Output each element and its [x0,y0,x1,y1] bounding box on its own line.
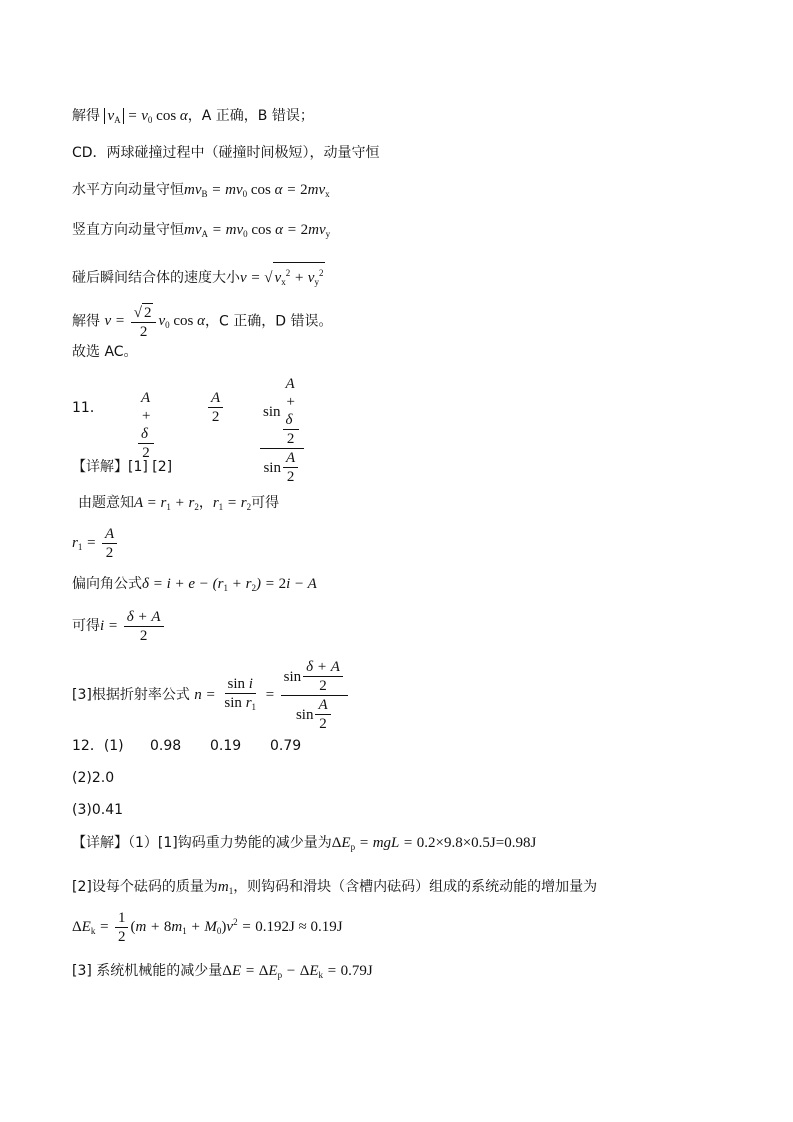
formula-a-sum: $A = r_1 + r_2$ [134,495,199,512]
solution-line-5: 碰后瞬间结合体的速度大小v = √ $v_x^2 + v_y^2$ [72,262,325,292]
answer-12-3: 0.79 [270,738,302,754]
formula-va: $v_A = v_0$ cos α [104,108,187,124]
formula-i: i = $\frac{\delta + A}{2}$ [100,618,166,634]
formula-r-equal: $r_1 = r_2$ [212,495,252,512]
solution-line-13: [2]设每个砝码的质量为$m_1$，则钩码和滑块（含槽内砝码）组成的系统动能的增加量为 [72,879,598,896]
solution-line-3: 水平方向动量守恒$mv_B = mv_0$ $\cos \alpha = 2mv_x$ [72,182,330,199]
solution-line-6: 解得 v = $\frac{√ 2}{2}$ $v_0$ cos α，C 正确，D 错误。 [72,305,333,340]
solution-line-10: 可得i = $\frac{\delta + A}{2}$ [72,608,166,645]
answer-12-2: 0.19 [210,738,242,754]
solution-line-7: 故选 AC。 [72,344,138,360]
question-12-part-2: (2)2.0 [72,770,115,786]
solution-line-kinetic [72,909,343,946]
solution-line-11: [3]根据折射率公式 n = $\frac{\text{sin i}}{\sin r_1}$ = sin $\frac{\delta + A}{2}$ sin $\frac{A}{2}$ [72,658,350,733]
formula-r1: $r_1$ = $\frac{A}{2}$ [72,535,119,551]
answer-11-1: $\frac{A + \delta}{2}$ [138,389,154,462]
question-12-part-3: (3)0.41 [72,802,124,818]
formula-refractive-index: n = $\frac{\text{sin i}}{\sin r_1}$ = sin $\frac{\delta + A}{2}$ sin $\frac{A}{2}$ [194,687,350,703]
formula-deviation: $\delta = i + e - (r_1 + r_2) = 2i - A$ [142,576,317,593]
solution-line-2: CD．两球碰撞过程中（碰撞时间极短），动量守恒 [72,145,380,161]
answer-11-3: sin $\frac{A + \delta}{2}$ sin $\frac{A}{2}$ [260,375,304,486]
solution-line-12: 【详解】（1）[1]钩码重力势能的减少量为$\Delta E_p$ = mgL = 0.2×9.8×0.5J=0.98J [72,835,537,852]
solution-line-1: 解得 $v_A = v_0$ cos α，A 正确，B 错误； [72,108,314,125]
answer-12-1: 0.98 [150,738,182,754]
formula-vertical-momentum: $mv_A = mv_0$ $\cos \alpha = 2mv_y$ [184,222,331,239]
question-12-line: 12．(1) 0.98 0.19 0.79 [72,738,302,754]
detail-11-heading: 【详解】[1] [2] [72,459,173,475]
solution-line-r1 [72,525,119,562]
formula-horizontal-momentum: $mv_B = mv_0$ $\cos \alpha = 2mv_x$ [184,182,330,199]
formula-m1: $m_1$ [217,879,234,896]
solution-line-8: 由题意知$A = r_1 + r_2$，$r_1 = r_2$可得 [78,495,280,512]
answer-11-2: $\frac{A}{2}$ [208,389,223,426]
solution-line-9: 偏向角公式$\delta = i + e - (r_1 + r_2) = 2i - A$ [72,576,317,593]
solution-line-14: [3] 系统机械能的减少量$\Delta E = \Delta E_p - \Delta E_k = 0.79J$ [72,963,373,980]
solution-line-4: 竖直方向动量守恒$mv_A = mv_0$ $\cos \alpha = 2mv_y$ [72,222,331,239]
formula-speed: v = √ $v_x^2 + v_y^2$ [240,270,325,286]
formula-potential-energy: $\Delta E_p$ = mgL = 0.2×9.8×0.5J=0.98J [331,835,537,852]
formula-kinetic-energy: $\Delta E_k$ = $\frac{1}{2}$ $(m + 8m_1 + M_0)v^2 = 0.192J \approx 0.19J$ [72,910,343,945]
formula-mechanical-energy: $\Delta E = \Delta E_p - \Delta E_k = 0.79J$ [222,963,373,980]
formula-v-result: v = $\frac{√ 2}{2}$ $v_0$ cos α [104,305,206,340]
